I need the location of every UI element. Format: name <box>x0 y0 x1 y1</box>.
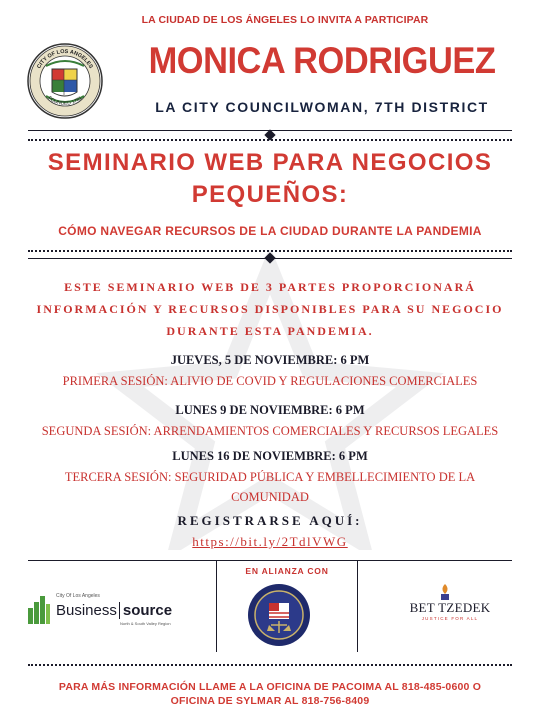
seal-text <box>26 42 104 120</box>
intro-text: ESTE SEMINARIO WEB DE 3 PARTES PROPORCIONARÁ INFORMACIÓN Y RECURSOS DISPONIBLES PARA SU NEGOCIO DURANTE ESTA PANDEMIA. <box>36 280 504 338</box>
session-topic: TERCERA SESIÓN: SEGURIDAD PÚBLICA Y EMBELLECIMIENTO DE LA COMUNIDAD <box>64 470 476 504</box>
police-badge-icon <box>247 583 311 647</box>
bar-logo-icon <box>28 596 50 624</box>
business-source-logo: City Of Los Angeles Business source North & South Valley Region <box>28 592 188 628</box>
dotted-divider <box>28 139 512 141</box>
councilwoman-name: MONICA RODRIGUEZ <box>148 40 496 81</box>
session-date: JUEVES, 5 DE NOVIEMBRE: 6 PM <box>170 353 370 367</box>
svg-text:CITY OF LOS ANGELES: CITY OF LOS ANGELES <box>36 48 94 70</box>
session-topic: SEGUNDA SESIÓN: ARRENDAMIENTOS COMERCIALES Y RECURSOS LEGALES <box>41 424 499 438</box>
dotted-divider <box>28 664 512 666</box>
footer-contact: PARA MÁS INFORMACIÓN LLAME A LA OFICINA DE PACOIMA AL 818-485-0600 O OFICINA DE SYLMAR AL 818-756-8409 <box>58 681 482 707</box>
registration-link[interactable]: https://bit.ly/2TdlVWG <box>192 534 348 549</box>
session-topic: PRIMERA SESIÓN: ALIVIO DE COVID Y REGULACIONES COMERCIALES <box>62 374 478 388</box>
council-title: LA CITY COUNCILWOMAN, 7TH DISTRICT <box>155 99 489 115</box>
svg-text:FOUNDED 1781: FOUNDED 1781 <box>46 95 84 107</box>
seminar-title-line1: SEMINARIO WEB PARA NEGOCIOS <box>47 149 493 176</box>
session-date: LUNES 9 DE NOVIEMBRE: 6 PM <box>175 403 365 417</box>
session-date: LUNES 16 DE NOVIEMBRE: 6 PM <box>172 449 368 463</box>
seminar-subtitle: CÓMO NAVEGAR RECURSOS DE LA CIUDAD DURANTE LA PANDEMIA <box>58 224 482 238</box>
torch-icon <box>438 584 452 600</box>
seminar-title-line2: PEQUEÑOS: <box>191 181 349 208</box>
register-label: REGISTRARSE AQUÍ: <box>177 513 363 528</box>
bet-tzedek-logo: BET TZEDEK JUSTICE FOR ALL <box>400 584 500 624</box>
partners-heading: EN ALIANZA CON <box>245 566 329 576</box>
invite-text: LA CIUDAD DE LOS ÁNGELES LO INVITA A PARTICIPAR <box>141 14 429 26</box>
